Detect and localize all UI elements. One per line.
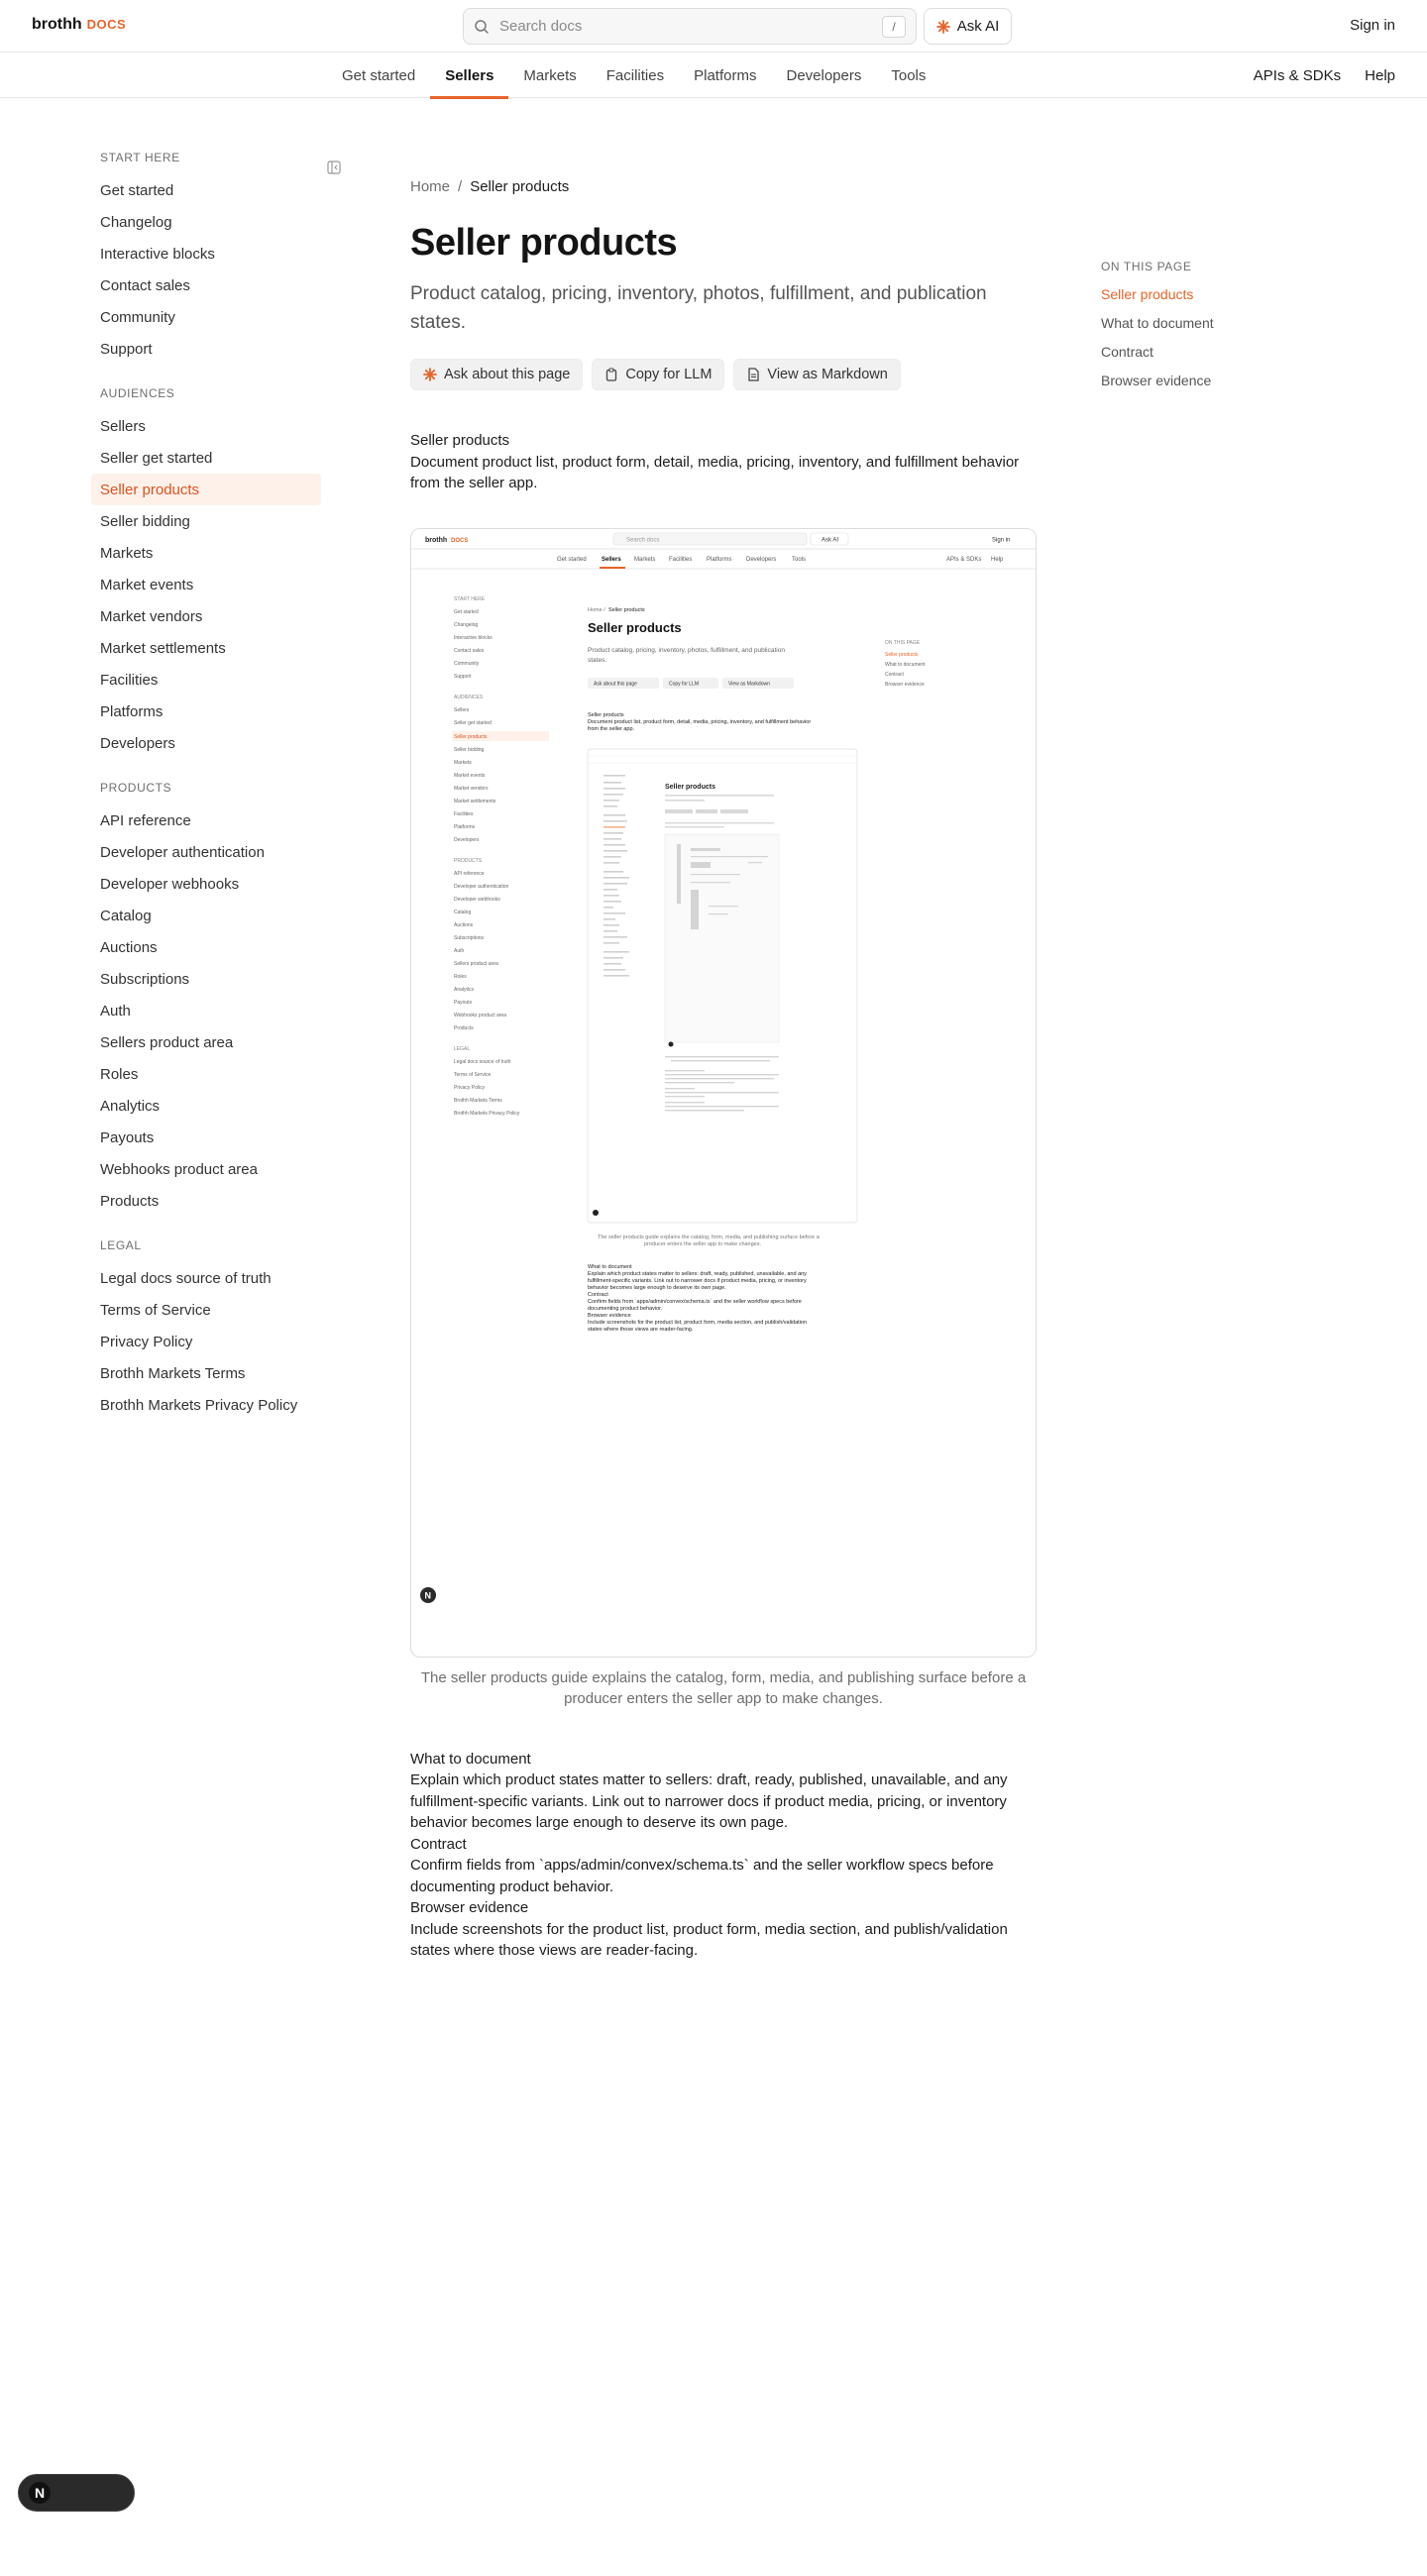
svg-text:Sellers: Sellers xyxy=(602,556,621,563)
sidebar-item-seller-get-started[interactable]: Seller get started xyxy=(100,449,213,467)
sidebar-item-markets-terms[interactable]: Brothh Markets Terms xyxy=(100,1364,246,1382)
sidebar-group-start-here xyxy=(91,151,321,365)
copy-for-llm-label: Copy for LLM xyxy=(625,367,713,382)
svg-text:Privacy Policy: Privacy Policy xyxy=(454,1084,486,1091)
breadcrumb-separator: / xyxy=(458,178,463,195)
svg-text:Facilities: Facilities xyxy=(669,556,693,563)
search-bar[interactable] xyxy=(463,8,917,45)
sidebar-item-products[interactable]: Products xyxy=(100,1192,160,1210)
breadcrumb xyxy=(410,178,1037,200)
sidebar-section-title: AUDIENCES xyxy=(100,386,175,400)
sidebar-item-facilities[interactable]: Facilities xyxy=(100,671,159,689)
sidebar-section-title: START HERE xyxy=(100,151,180,164)
sidebar-item-legal-docs[interactable]: Legal docs source of truth xyxy=(100,1269,272,1287)
page-screenshot-image xyxy=(410,528,1037,1658)
toc-item-what-to-document[interactable]: What to document xyxy=(1101,315,1214,331)
svg-text:Contract: Contract xyxy=(588,1291,608,1298)
search-input[interactable] xyxy=(499,18,882,35)
ask-about-page-label: Ask about this page xyxy=(444,367,571,382)
svg-text:Seller products: Seller products xyxy=(588,619,682,635)
svg-text:DOCS: DOCS xyxy=(451,537,469,544)
svg-text:Search docs: Search docs xyxy=(626,537,660,543)
brand-logo[interactable] xyxy=(32,16,126,34)
svg-text:ON THIS PAGE: ON THIS PAGE xyxy=(885,639,921,646)
brand-name: brothh xyxy=(32,16,82,33)
tab-tools[interactable]: Tools xyxy=(891,66,927,84)
svg-text:fulfillment-specific variants.: fulfillment-specific variants. Link out to narrower docs if product media, pricing, or inventory xyxy=(588,1277,807,1284)
svg-text:Facilities: Facilities xyxy=(454,810,474,817)
svg-text:Confirm fields from `apps/admi: Confirm fields from `apps/admin/convex/schema.ts` and the seller workflow specs before xyxy=(588,1298,802,1305)
sidebar-section-title: PRODUCTS xyxy=(100,781,172,795)
sidebar-item-developer-authentication[interactable]: Developer authentication xyxy=(100,843,265,861)
section-text-browser-evidence: Include screenshots for the product list, product form, media section, and publish/validation states where those views are reader-facing. xyxy=(410,1920,1008,1959)
tab-facilities[interactable]: Facilities xyxy=(605,66,665,84)
svg-text:Sign in: Sign in xyxy=(992,537,1011,543)
section-heading-browser-evidence: Browser evidence xyxy=(410,1899,529,1916)
svg-text:Products: Products xyxy=(454,1024,474,1031)
sidebar-item-auth[interactable]: Auth xyxy=(100,1002,131,1020)
sidebar-item-sellers-product-area[interactable]: Sellers product area xyxy=(100,1033,234,1051)
svg-text:states where those views are r: states where those views are reader-facing. xyxy=(588,1326,694,1333)
svg-text:states.: states. xyxy=(588,656,607,664)
svg-text:Changelog: Changelog xyxy=(454,621,479,628)
brand-suffix: DOCS xyxy=(86,17,127,32)
svg-text:The seller products guide expl: The seller products guide explains the catalog, form, media, and publishing surface before a xyxy=(598,1234,820,1240)
svg-text:Catalog: Catalog xyxy=(454,909,472,915)
help-link[interactable]: Help xyxy=(1365,66,1395,84)
svg-text:Product catalog, pricing, inve: Product catalog, pricing, inventory, photos, fulfillment, and publication xyxy=(588,646,785,654)
document-icon xyxy=(746,368,760,381)
sparkle-icon xyxy=(936,20,950,34)
section-heading-what-to-document: What to document xyxy=(410,1750,531,1768)
svg-text:Markets: Markets xyxy=(634,556,656,563)
svg-text:Subscriptions: Subscriptions xyxy=(454,934,485,941)
sidebar-item-terms-of-service[interactable]: Terms of Service xyxy=(100,1301,211,1319)
svg-text:Markets: Markets xyxy=(454,759,472,766)
svg-text:Platforms: Platforms xyxy=(454,823,476,830)
svg-text:Contact sales: Contact sales xyxy=(454,647,485,654)
screenshot-caption: The seller products guide explains the catalog, form, media, and publishing surface before a producer enters the seller app to make changes. xyxy=(420,1668,1027,1707)
sidebar-item-analytics[interactable]: Analytics xyxy=(100,1097,161,1115)
svg-text:from the seller app.: from the seller app. xyxy=(588,725,635,732)
intro-text: Document product list, product form, detail, media, pricing, inventory, and fulfillment behavior from the seller app. xyxy=(410,453,1020,491)
sidebar-item-community[interactable]: Community xyxy=(100,308,175,326)
tab-get-started[interactable]: Get started xyxy=(342,66,416,84)
svg-text:Webhooks product area: Webhooks product area xyxy=(454,1012,506,1019)
tab-markets[interactable]: Markets xyxy=(523,66,577,84)
collapse-sidebar-icon[interactable] xyxy=(327,161,341,174)
sidebar-item-catalog[interactable]: Catalog xyxy=(100,907,152,924)
sidebar-item-api-reference[interactable]: API reference xyxy=(100,811,191,829)
sidebar-item-markets[interactable]: Markets xyxy=(100,544,154,562)
section-text-what-to-document: Explain which product states matter to sellers: draft, ready, published, unavailable, and any fulfillment-specific variants. Link out to narrower docs if product media, pricing, or inventory behavior becomes large enough to deserve its own page. xyxy=(410,1771,1008,1831)
svg-text:Developer webhooks: Developer webhooks xyxy=(454,896,500,903)
section-nav xyxy=(0,53,1427,98)
svg-text:Seller products: Seller products xyxy=(454,733,488,740)
main-content xyxy=(410,178,1037,1962)
svg-text:Developers: Developers xyxy=(746,556,777,563)
svg-text:Include screenshots for the pr: Include screenshots for the product list, product form, media section, and publish/validation xyxy=(588,1319,808,1326)
sidebar-item-changelog[interactable]: Changelog xyxy=(100,213,172,231)
top-header xyxy=(0,0,1427,53)
apis-sdks-link[interactable]: APIs & SDKs xyxy=(1253,66,1342,84)
svg-text:Seller bidding: Seller bidding xyxy=(454,746,485,753)
copy-for-llm-button[interactable] xyxy=(592,359,724,390)
sidebar-item-developers[interactable]: Developers xyxy=(100,734,175,752)
svg-text:Tools: Tools xyxy=(792,556,807,563)
svg-text:Community: Community xyxy=(454,660,480,667)
svg-text:Brothh Markets Terms: Brothh Markets Terms xyxy=(454,1097,502,1104)
svg-text:Seller products: Seller products xyxy=(665,783,715,791)
svg-text:Developers: Developers xyxy=(454,836,480,843)
sidebar-item-get-started[interactable]: Get started xyxy=(100,181,174,199)
page-title: Seller products xyxy=(410,222,678,264)
tab-developers[interactable]: Developers xyxy=(786,66,862,84)
sidebar xyxy=(91,151,321,1443)
svg-text:Platforms: Platforms xyxy=(707,556,732,563)
svg-text:producer enters the seller app: producer enters the seller app to make changes. xyxy=(644,1240,762,1247)
svg-text:Get started: Get started xyxy=(454,608,479,615)
toc-item-seller-products[interactable]: Seller products xyxy=(1101,286,1194,302)
svg-text:LEGAL: LEGAL xyxy=(454,1045,471,1052)
sidebar-group-legal xyxy=(91,1238,321,1421)
screenshot-illustration xyxy=(411,529,1037,1658)
svg-text:Home /: Home / xyxy=(588,606,605,613)
sidebar-item-auctions[interactable]: Auctions xyxy=(100,938,158,956)
sidebar-item-seller-products[interactable]: Seller products xyxy=(91,474,321,505)
svg-text:Market events: Market events xyxy=(454,772,486,779)
svg-text:Seller products: Seller products xyxy=(608,606,645,613)
ask-ai-label: Ask AI xyxy=(956,18,1000,35)
svg-text:Market vendors: Market vendors xyxy=(454,785,489,792)
sidebar-item-privacy-policy[interactable]: Privacy Policy xyxy=(100,1333,193,1350)
sidebar-item-webhooks-product-area[interactable]: Webhooks product area xyxy=(100,1160,258,1178)
svg-text:PRODUCTS: PRODUCTS xyxy=(454,857,483,864)
section-heading-contract: Contract xyxy=(410,1835,467,1853)
sidebar-item-subscriptions[interactable]: Subscriptions xyxy=(100,970,190,988)
svg-text:Copy for LLM: Copy for LLM xyxy=(669,681,700,687)
svg-text:documenting product behavior.: documenting product behavior. xyxy=(588,1305,663,1312)
svg-text:Brothh Markets Privacy Policy: Brothh Markets Privacy Policy xyxy=(454,1110,520,1117)
page-actions xyxy=(410,359,1037,390)
sidebar-item-roles[interactable]: Roles xyxy=(100,1065,139,1083)
svg-text:Sellers: Sellers xyxy=(454,706,470,713)
svg-text:Browser evidence: Browser evidence xyxy=(588,1312,631,1319)
svg-text:Market settlements: Market settlements xyxy=(454,798,496,805)
sidebar-item-market-events[interactable]: Market events xyxy=(100,576,194,593)
sparkle-icon xyxy=(423,368,437,381)
svg-text:Seller get started: Seller get started xyxy=(454,719,492,726)
sign-in-link[interactable]: Sign in xyxy=(1350,17,1395,34)
sidebar-item-sellers[interactable]: Sellers xyxy=(100,417,146,435)
svg-text:Interactive blocks: Interactive blocks xyxy=(454,634,493,641)
toc-title: ON THIS PAGE xyxy=(1101,260,1192,273)
sidebar-item-contact-sales[interactable]: Contact sales xyxy=(100,276,190,294)
svg-text:Auctions: Auctions xyxy=(454,921,474,928)
sidebar-item-payouts[interactable]: Payouts xyxy=(100,1128,155,1146)
clipboard-icon xyxy=(604,368,618,381)
sidebar-item-platforms[interactable]: Platforms xyxy=(100,702,164,720)
svg-text:Legal docs source of truth: Legal docs source of truth xyxy=(454,1058,511,1065)
sidebar-item-seller-bidding[interactable]: Seller bidding xyxy=(100,512,190,530)
svg-text:Contract: Contract xyxy=(885,671,904,678)
sidebar-item-support[interactable]: Support xyxy=(100,340,153,358)
breadcrumb-home[interactable]: Home xyxy=(410,178,451,195)
svg-text:Analytics: Analytics xyxy=(454,986,475,993)
sidebar-group-audiences xyxy=(91,386,321,759)
ask-ai-button[interactable] xyxy=(924,8,1012,45)
svg-text:Payouts: Payouts xyxy=(454,999,473,1006)
svg-text:Browser evidence: Browser evidence xyxy=(885,681,925,688)
svg-text:Document product list, product: Document product list, product form, detail, media, pricing, inventory, and fulfillment behavior xyxy=(588,718,812,725)
tab-platforms[interactable]: Platforms xyxy=(694,66,757,84)
section-text-contract: Confirm fields from `apps/admin/convex/schema.ts` and the seller workflow specs before documenting product behavior. xyxy=(410,1857,994,1895)
svg-text:AUDIENCES: AUDIENCES xyxy=(454,694,484,700)
svg-text:APIs & SDKs: APIs & SDKs xyxy=(946,556,982,563)
svg-text:Get started: Get started xyxy=(557,556,587,563)
svg-text:Seller products: Seller products xyxy=(885,651,919,658)
svg-text:Auth: Auth xyxy=(454,947,465,954)
svg-text:View as Markdown: View as Markdown xyxy=(728,681,770,687)
page-subtitle: Product catalog, pricing, inventory, photos, fulfillment, and publication states. xyxy=(410,283,987,333)
svg-text:brothh: brothh xyxy=(425,536,448,544)
toc-item-contract[interactable]: Contract xyxy=(1101,344,1153,360)
view-as-markdown-label: View as Markdown xyxy=(767,367,888,382)
sidebar-section-title: LEGAL xyxy=(100,1238,142,1252)
sidebar-item-markets-privacy[interactable]: Brothh Markets Privacy Policy xyxy=(100,1396,298,1414)
breadcrumb-current: Seller products xyxy=(470,178,570,195)
search-icon xyxy=(474,19,490,35)
svg-text:Sellers product area: Sellers product area xyxy=(454,960,498,967)
svg-text:Developer authentication: Developer authentication xyxy=(454,883,509,890)
sidebar-item-market-vendors[interactable]: Market vendors xyxy=(100,607,203,625)
sidebar-group-products xyxy=(91,781,321,1217)
sidebar-item-market-settlements[interactable]: Market settlements xyxy=(100,639,226,657)
table-of-contents xyxy=(1101,260,1299,401)
search-shortcut-key: / xyxy=(882,16,906,38)
svg-text:Ask AI: Ask AI xyxy=(822,537,839,543)
svg-text:Ask about this page: Ask about this page xyxy=(594,681,637,687)
intro-heading: Seller products xyxy=(410,432,510,449)
svg-text:Explain which product states m: Explain which product states matter to sellers: draft, ready, published, unavailable, and any xyxy=(588,1270,807,1277)
svg-text:Seller products: Seller products xyxy=(588,711,624,718)
svg-text:Roles: Roles xyxy=(454,973,467,980)
svg-text:START HERE: START HERE xyxy=(454,595,486,602)
svg-text:Help: Help xyxy=(991,556,1004,563)
dev-tools-badge[interactable] xyxy=(18,2474,135,2512)
ask-about-page-button[interactable] xyxy=(410,359,583,390)
toc-item-browser-evidence[interactable]: Browser evidence xyxy=(1101,373,1212,388)
intro-block xyxy=(410,430,1037,494)
svg-text:Support: Support xyxy=(454,673,472,680)
sidebar-item-interactive-blocks[interactable]: Interactive blocks xyxy=(100,245,215,263)
tab-sellers[interactable]: Sellers xyxy=(430,53,508,98)
svg-text:What to document: What to document xyxy=(588,1263,632,1270)
svg-text:What to document: What to document xyxy=(885,661,926,668)
svg-text:behavior becomes large enough: behavior becomes large enough to deserve its own page. xyxy=(588,1284,726,1291)
n-logo-icon: N xyxy=(29,2482,51,2504)
sidebar-item-developer-webhooks[interactable]: Developer webhooks xyxy=(100,875,240,893)
svg-text:Terms of Service: Terms of Service xyxy=(454,1071,492,1078)
svg-text:API reference: API reference xyxy=(454,870,485,877)
doc-sections xyxy=(410,1749,1037,1962)
view-as-markdown-button[interactable] xyxy=(733,359,900,390)
svg-text:N: N xyxy=(424,1590,431,1600)
